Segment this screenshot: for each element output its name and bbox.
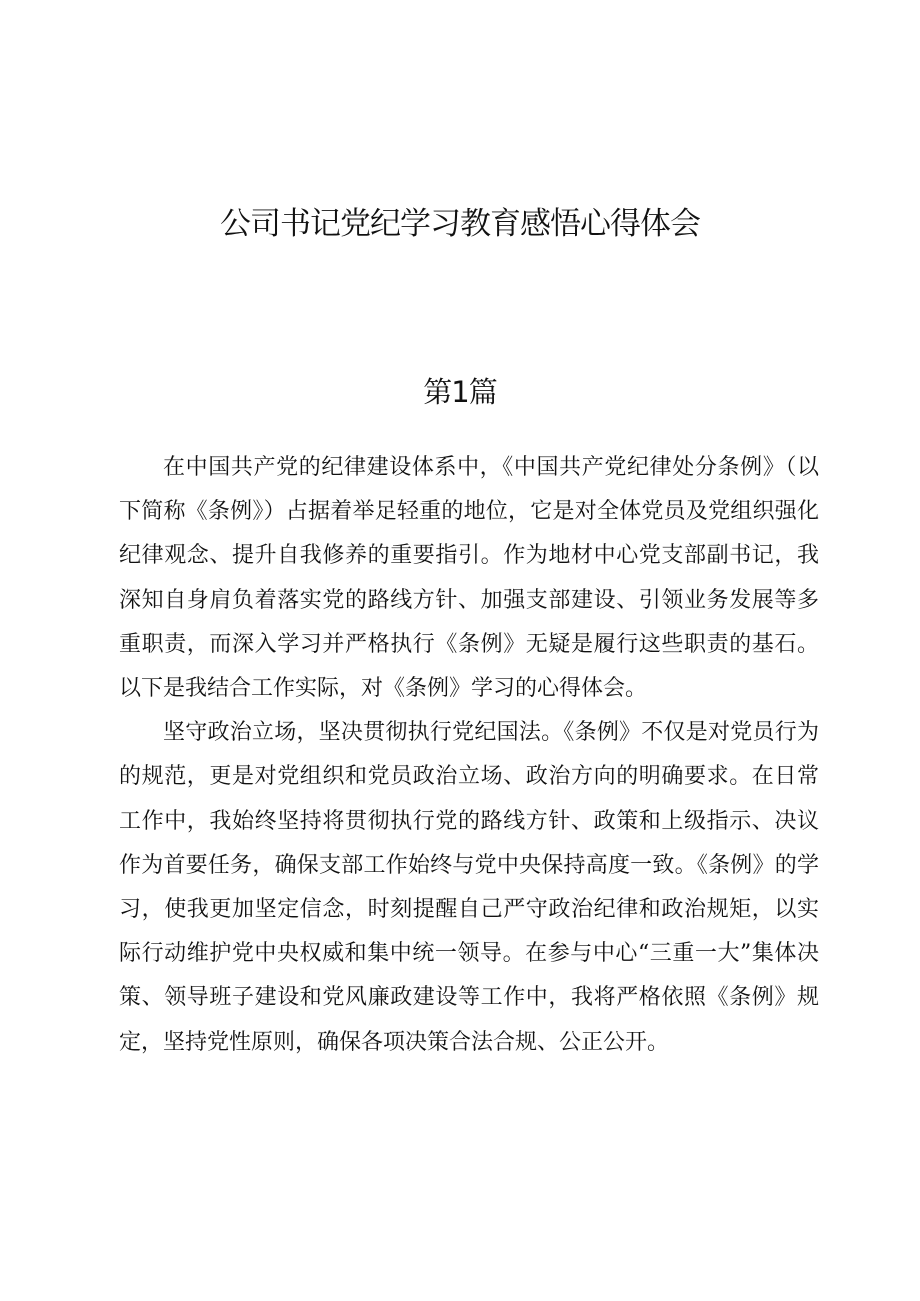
document-title: 公司书记党纪学习教育感悟心得体会 [220,206,700,242]
paragraph-2: 坚守政治立场，坚决贯彻执行党纪国法。《条例》不仅是对党员行为的规范，更是对党组织和党员政治立场、政治方向的明确要求。在日常工作中，我始终坚持将贯彻执行党的路线方针、政策和上级指示、决议作为首要任务，确保支部工作始终与党中央保持高度一致。《条例》的学习，使我更加坚定信念，时刻提醒自己严守政治纪律和政治规矩，以实际行动维护党中央权威和集中统一领导。在参与中心“三重一大”集体决策、领导班子建设和党风廉政建设等工作中，我将严格依照《条例》规定，坚持党性原则，确保各项决策合法合规、公正公开。 [119,720,819,1055]
section-heading: 第1篇 [423,375,497,409]
document-body [119,446,819,1065]
paragraph-1: 在中国共产党的纪律建设体系中，《中国共产党纪律处分条例》（以下简称《条例》）占据着举足轻重的地位，它是对全体党员及党组织强化纪律观念、提升自我修养的重要指引。作为地材中心党支部副书记，我深知自身肩负着落实党的路线方针、加强支部建设、引领业务发展等多重职责，而深入学习并严格执行《条例》无疑是履行这些职责的基石。以下是我结合工作实际，对《条例》学习的心得体会。 [119,455,819,702]
